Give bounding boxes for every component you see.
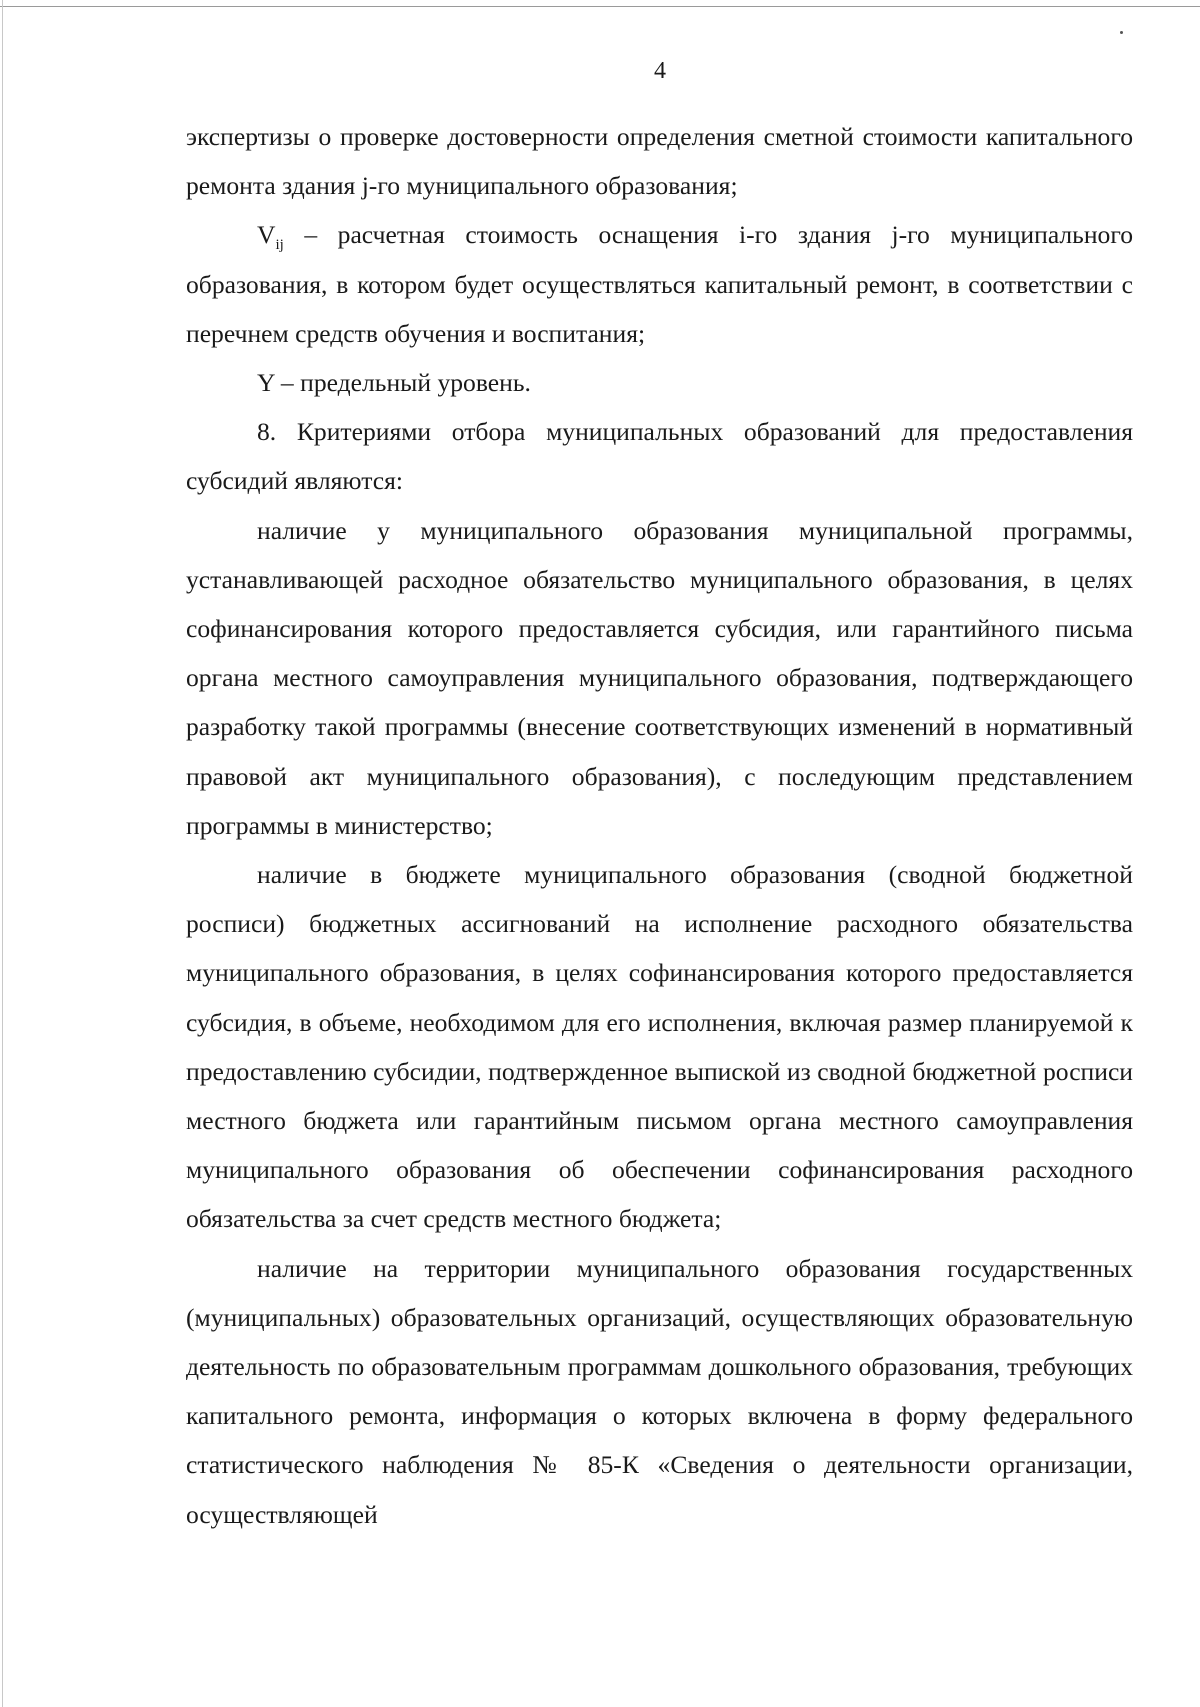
paragraph-variable-definition bbox=[186, 210, 1133, 358]
page-number: 4 bbox=[654, 58, 666, 84]
scan-speck bbox=[1120, 31, 1123, 34]
paragraph-criterion-budget: наличие в бюджете муниципального образования (сводной бюджетной росписи) бюджетных ассигнований на исполнение расходного обязательства муниципального образования, в целях софинансирования которого предоставляется субсидия, в объеме, необходимом для его исполнения, включая размер планируемой к предоставлению субсидии, подтвержденное выпиской из сводной бюджетной росписи местного бюджета или гарантийным письмом органа местного самоуправления муниципального образования об обеспечении софинансирования расходного обязательства за счет средств местного бюджета; bbox=[186, 860, 1133, 1234]
paragraph-criterion-organizations: наличие на территории муниципального образования государственных (муниципальных) образовательных организаций, осуществляющих образовательную деятельность по образовательным программам дошкольного образования, требующих капитального ремонта, информация о которых включена в форму федерального статистического наблюдения № 85-К «Сведения о деятельности организации, осуществляющей bbox=[186, 1253, 1133, 1529]
scan-left-edge bbox=[2, 0, 3, 1707]
variable-definition-text: – расчетная стоимость оснащения i-го здания j-го муниципального образования, в котором будет осуществляться капитальный ремонт, в соответствии с перечнем средств обучения и воспитания; bbox=[186, 220, 1133, 348]
paragraph-criteria-heading: 8. Критериями отбора муниципальных образований для предоставления субсидий являются: bbox=[186, 417, 1133, 496]
document-body bbox=[186, 112, 1133, 1539]
paragraph-limit-level: Y – предельный уровень. bbox=[257, 368, 531, 398]
paragraph-continuation: экспертизы о проверке достоверности определения сметной стоимости капитального ремонта здания j-го муниципального образования; bbox=[186, 122, 1133, 201]
paragraph-criterion-program: наличие у муниципального образования муниципальной программы, устанавливающей расходное обязательство муниципального образования, в целях софинансирования которого предоставляется субсидия, или гарантийного письма органа местного самоуправления муниципального образования, подтверждающего разработку такой программы (внесение соответствующих изменений в нормативный правовой акт муниципального образования), с последующим представлением программы в министерство; bbox=[186, 515, 1133, 840]
formula-symbol: $V_{ij}$ bbox=[257, 220, 284, 254]
scan-top-edge bbox=[0, 6, 1200, 7]
